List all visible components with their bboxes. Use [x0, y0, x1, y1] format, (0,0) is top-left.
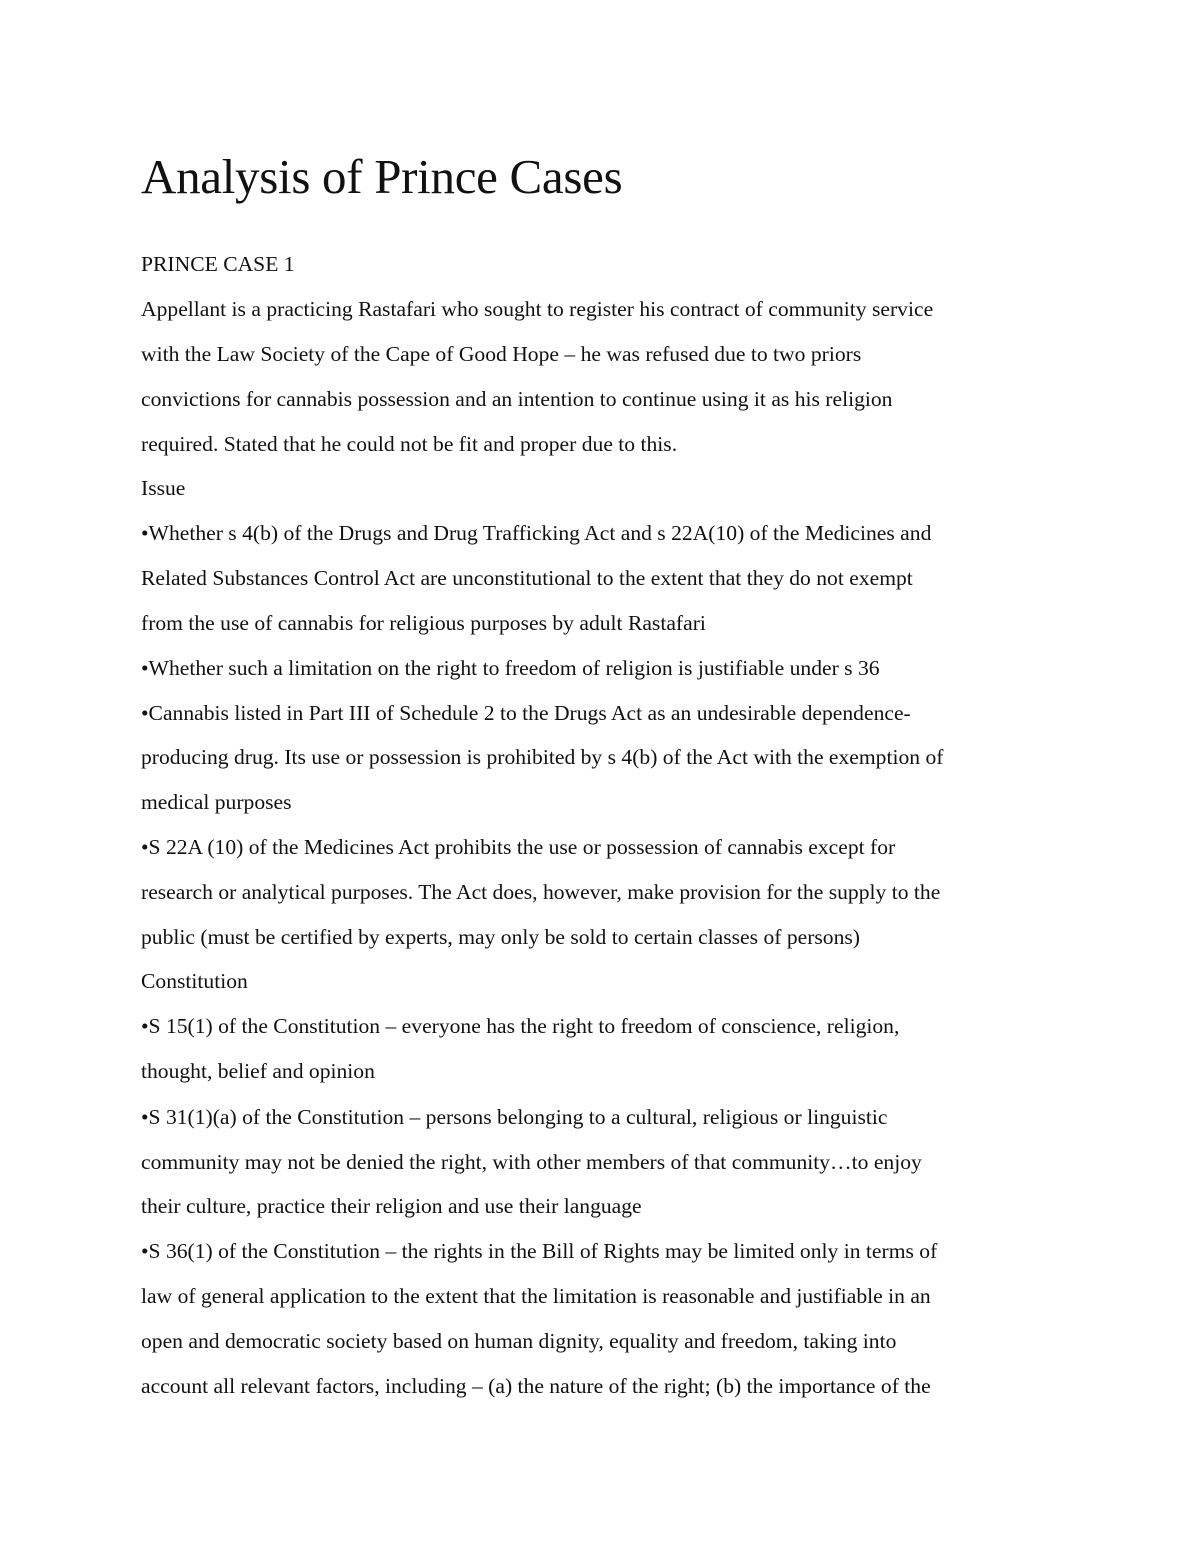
bullet-line: •S 31(1)(a) of the Constitution – persons belonging to a cultural, religious or linguistic	[141, 1105, 888, 1129]
body-line: account all relevant factors, including – (a) the nature of the right; (b) the importance of the	[141, 1374, 931, 1398]
body-line: open and democratic society based on human dignity, equality and freedom, taking into	[141, 1329, 897, 1353]
body-line: thought, belief and opinion	[141, 1059, 375, 1083]
body-line: research or analytical purposes. The Act does, however, make provision for the supply to the	[141, 880, 941, 904]
bullet-line: •S 15(1) of the Constitution – everyone has the right to freedom of conscience, religion,	[141, 1014, 900, 1038]
bullet-line: •Cannabis listed in Part III of Schedule 2 to the Drugs Act as an undesirable dependence-	[141, 701, 911, 725]
body-line: law of general application to the extent that the limitation is reasonable and justifiable in an	[141, 1284, 931, 1308]
body-line: community may not be denied the right, with other members of that community…to enjoy	[141, 1150, 922, 1174]
case-heading: PRINCE CASE 1	[141, 252, 295, 276]
body-line: with the Law Society of the Cape of Good Hope – he was refused due to two priors	[141, 342, 862, 366]
body-line: from the use of cannabis for religious purposes by adult Rastafari	[141, 611, 706, 635]
body-line: producing drug. Its use or possession is prohibited by s 4(b) of the Act with the exemption of	[141, 745, 944, 769]
body-line: Related Substances Control Act are unconstitutional to the extent that they do not exempt	[141, 566, 913, 590]
body-line: their culture, practice their religion and use their language	[141, 1194, 642, 1218]
bullet-line: •Whether s 4(b) of the Drugs and Drug Trafficking Act and s 22A(10) of the Medicines and	[141, 521, 932, 545]
bullet-line: •S 36(1) of the Constitution – the rights in the Bill of Rights may be limited only in terms of	[141, 1239, 938, 1263]
bullet-line: •S 22A (10) of the Medicines Act prohibits the use or possession of cannabis except for	[141, 835, 896, 859]
document-title: Analysis of Prince Cases	[141, 149, 623, 204]
body-line: required. Stated that he could not be fit and proper due to this.	[141, 432, 678, 456]
body-line: convictions for cannabis possession and an intention to continue using it as his religion	[141, 387, 893, 411]
body-line: Appellant is a practicing Rastafari who sought to register his contract of community service	[141, 297, 934, 321]
body-line: medical purposes	[141, 790, 292, 814]
body-line: public (must be certified by experts, may only be sold to certain classes of persons)	[141, 925, 860, 949]
section-heading-issue: Issue	[141, 476, 186, 500]
bullet-line: •Whether such a limitation on the right to freedom of religion is justifiable under s 36	[141, 656, 880, 680]
section-heading-constitution: Constitution	[141, 969, 248, 993]
